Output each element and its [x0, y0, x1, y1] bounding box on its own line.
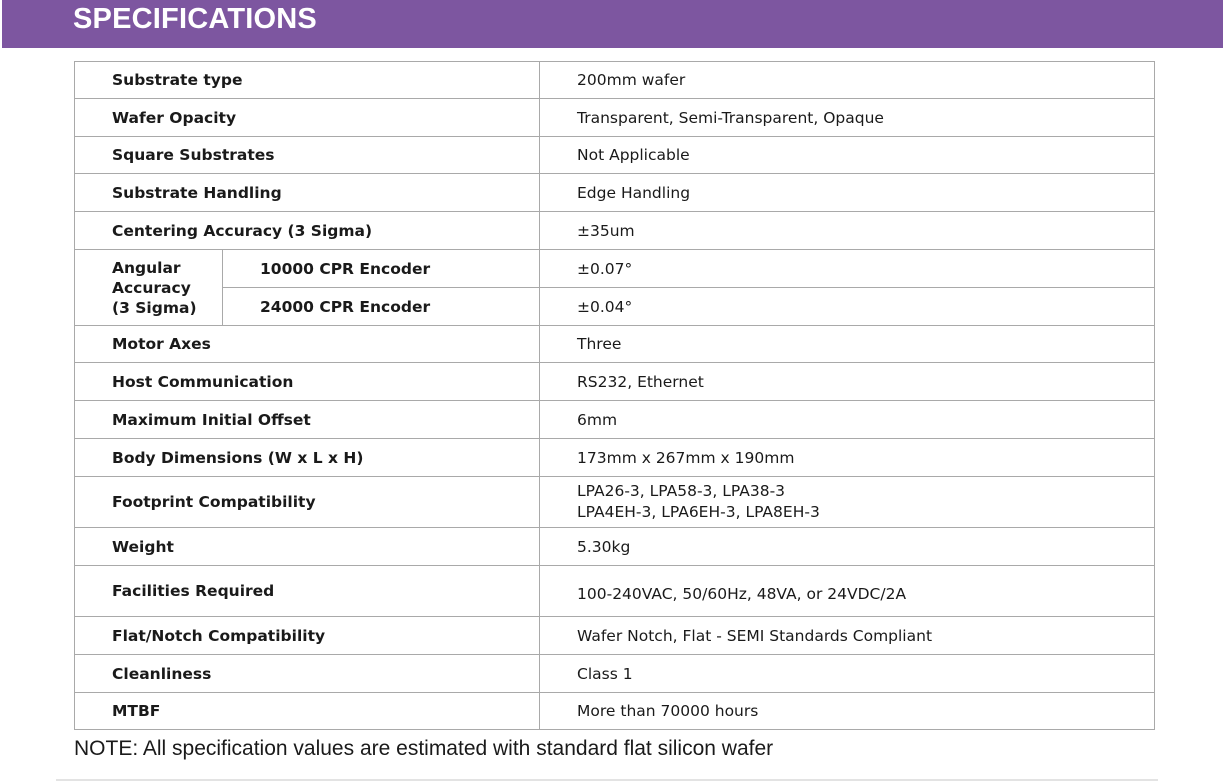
page-title: SPECIFICATIONS	[73, 3, 317, 35]
table-row	[75, 693, 1155, 730]
spec-value: Wafer Notch, Flat - SEMI Standards Compliant	[540, 617, 1155, 655]
spec-value: More than 70000 hours	[540, 693, 1155, 730]
spec-value: ±0.04°	[540, 288, 1155, 326]
spec-label: Maximum Initial Offset	[75, 401, 540, 439]
encoder-label: 10000 CPR Encoder	[223, 250, 540, 288]
spec-label: Body Dimensions (W x L x H)	[75, 439, 540, 477]
spec-label: Substrate Handling	[75, 174, 540, 212]
spec-label: Wafer Opacity	[75, 99, 540, 137]
table-row	[75, 288, 1155, 326]
spec-label: Facilities Required	[75, 566, 540, 617]
spec-label: MTBF	[75, 693, 540, 730]
table-row	[75, 62, 1155, 99]
table-row	[75, 212, 1155, 250]
table-row	[75, 250, 1155, 288]
table-row	[75, 137, 1155, 174]
spec-label: Centering Accuracy (3 Sigma)	[75, 212, 540, 250]
spec-label: Flat/Notch Compatibility	[75, 617, 540, 655]
spec-value: RS232, Ethernet	[540, 363, 1155, 401]
specifications-table	[74, 61, 1155, 730]
spec-label: Substrate type	[75, 62, 540, 99]
specifications-note: NOTE: All specification values are estimated with standard flat silicon wafer	[74, 737, 774, 760]
table-row	[75, 477, 1155, 528]
table-row	[75, 655, 1155, 693]
spec-value: 6mm	[540, 401, 1155, 439]
header-bar	[2, 0, 1223, 48]
table-row	[75, 99, 1155, 137]
table-row	[75, 439, 1155, 477]
spec-value: 200mm wafer	[540, 62, 1155, 99]
spec-value: Edge Handling	[540, 174, 1155, 212]
spec-value: 173mm x 267mm x 190mm	[540, 439, 1155, 477]
table-row	[75, 174, 1155, 212]
table-row	[75, 617, 1155, 655]
spec-label: Motor Axes	[75, 326, 540, 363]
spec-label: Square Substrates	[75, 137, 540, 174]
encoder-label: 24000 CPR Encoder	[223, 288, 540, 326]
spec-value: ±35um	[540, 212, 1155, 250]
spec-value: ±0.07°	[540, 250, 1155, 288]
spec-value: Not Applicable	[540, 137, 1155, 174]
angular-label-line: (3 Sigma)	[112, 298, 197, 317]
angular-accuracy-label	[75, 250, 223, 326]
spec-value: 100-240VAC, 50/60Hz, 48VA, or 24VDC/2A	[540, 566, 1155, 617]
spec-label: Footprint Compatibility	[75, 477, 540, 528]
spec-label: Cleanliness	[75, 655, 540, 693]
table-row	[75, 566, 1155, 617]
angular-label-line: Angular	[112, 258, 181, 277]
spec-label: Weight	[75, 528, 540, 566]
spec-label: Host Communication	[75, 363, 540, 401]
spec-value: 5.30kg	[540, 528, 1155, 566]
table-row	[75, 401, 1155, 439]
table-row	[75, 528, 1155, 566]
spec-value: Three	[540, 326, 1155, 363]
table-row	[75, 363, 1155, 401]
footprint-line: LPA4EH-3, LPA6EH-3, LPA8EH-3	[577, 503, 820, 521]
spec-value	[540, 477, 1155, 528]
spec-value: Transparent, Semi-Transparent, Opaque	[540, 99, 1155, 137]
bottom-divider	[56, 779, 1158, 781]
footprint-line: LPA26-3, LPA58-3, LPA38-3	[577, 482, 786, 500]
spec-value: Class 1	[540, 655, 1155, 693]
table-row	[75, 326, 1155, 363]
angular-label-line: Accuracy	[112, 278, 191, 297]
